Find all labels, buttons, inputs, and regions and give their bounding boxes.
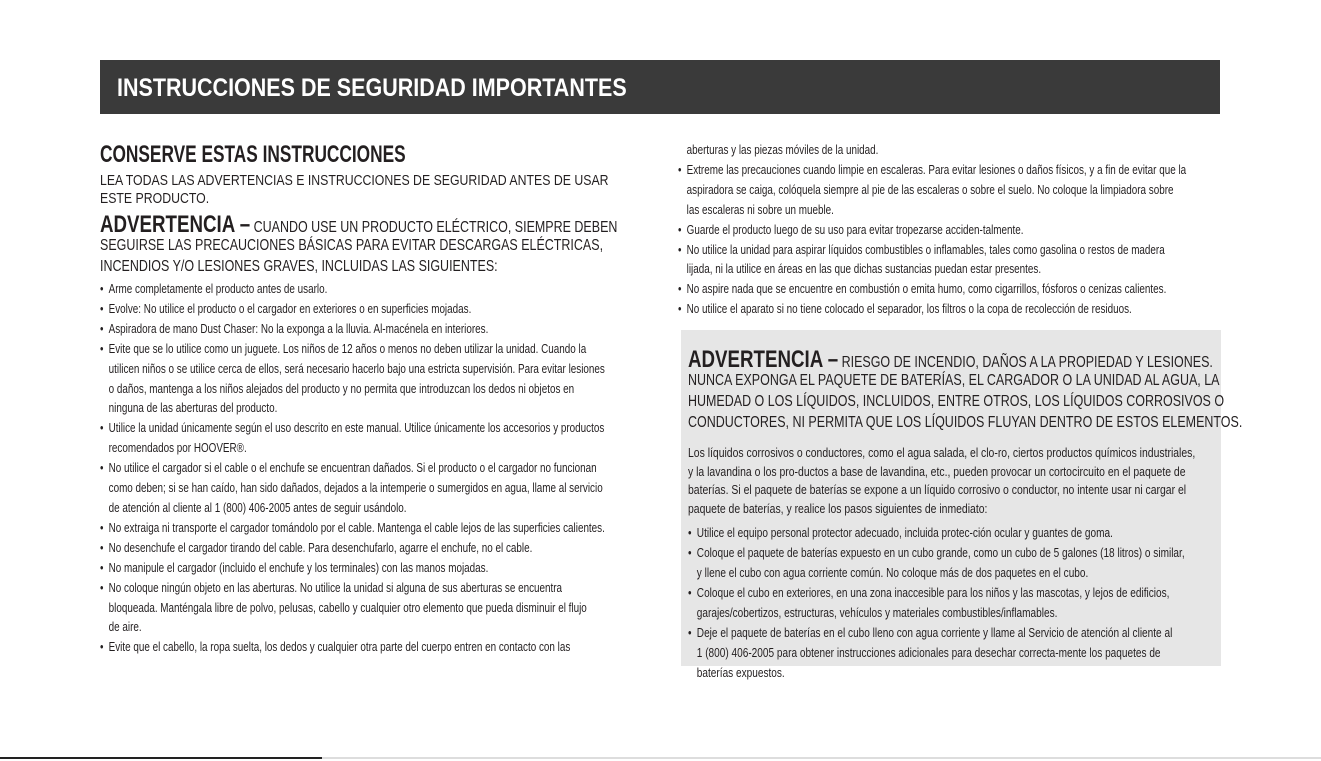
warning-paragraph xyxy=(688,444,1321,518)
paragraph-line: Los líquidos corrosivos o conductores, como el agua salada, el clo-ro, ciertos productos químicos industriales, xyxy=(688,445,1196,460)
list-item-text: No utilice la unidad para aspirar líquidos combustibles o inflamables, tales como gasolina o restos de madera xyxy=(686,242,1165,257)
bullet-icon: • xyxy=(100,282,104,296)
list-item xyxy=(688,544,1321,564)
list-item-text: Evite que se lo utilice como un juguete. Los niños de 12 años o menos no deben utilizar la unidad. Cuando la xyxy=(108,341,587,356)
bullet-icon: • xyxy=(100,560,104,575)
list-item xyxy=(100,320,652,340)
list-item-text: No manipule el cargador (incluido el enchufe y los terminales) con las manos mojadas. xyxy=(108,560,489,575)
list-item xyxy=(678,141,1218,161)
list-item-text: Arme completamente el producto antes de usarlo. xyxy=(108,282,328,296)
list-item xyxy=(678,260,1218,280)
list-item-text: Deje el paquete de baterías en el cubo lleno con agua corriente y llame al Servicio de atención al cliente al xyxy=(696,625,1173,640)
list-item xyxy=(688,524,1321,544)
list-item-text: Extreme las precauciones cuando limpie en escaleras. Para evitar lesiones o daños físicos, y a fin de evitar que la xyxy=(686,162,1187,177)
right-column xyxy=(678,141,1218,320)
list-item xyxy=(100,380,652,400)
list-item xyxy=(100,360,652,380)
footer-rule-dark xyxy=(0,757,322,759)
warning-text: CONDUCTORES, NI PERMITA QUE LOS LÍQUIDOS FLUYAN DENTRO DE ESTOS ELEMENTOS. xyxy=(688,414,1243,431)
list-item-text: o daños, mantenga a los niños alejados del producto y no permita que introduzcan los dedos ni objetos en xyxy=(108,381,575,396)
list-item-text: Coloque el cubo en exteriores, en una zona inaccesible para los niños y las mascotas, y lejos de edificios, xyxy=(696,586,1170,601)
warning-heading xyxy=(100,211,617,239)
list-item xyxy=(678,300,1218,320)
conserve-heading: CONSERVE ESTAS INSTRUCCIONES xyxy=(100,141,406,168)
list-item-text: bloqueada. Manténgala libre de polvo, pelusas, cabello y cualquier otro elemento que pueda disminuir el flujo xyxy=(108,600,587,615)
list-item xyxy=(100,618,652,638)
list-item xyxy=(100,459,652,479)
list-item xyxy=(688,644,1321,664)
bullet-icon: • xyxy=(100,461,104,476)
bullet-icon: • xyxy=(100,520,104,535)
bullet-icon: • xyxy=(678,282,682,297)
page-title: INSTRUCCIONES DE SEGURIDAD IMPORTANTES xyxy=(117,74,627,102)
warning-text: RIESGO DE INCENDIO, DAÑOS A LA PROPIEDAD Y LESIONES. xyxy=(838,354,1213,371)
bullet-icon: • xyxy=(688,586,692,601)
warning-text: NUNCA EXPONGA EL PAQUETE DE BATERÍAS, EL CARGADOR O LA UNIDAD AL AGUA, LA xyxy=(688,372,1220,389)
paragraph-line: y la lavandina o los pro-ductos a base de lavandina, etc., pueden provocar un cortocircuito en el paquete de xyxy=(688,463,1186,479)
list-item-text: Utilice el equipo personal protector adecuado, incluida protec-ción ocular y guantes de goma. xyxy=(696,526,1113,541)
list-item-text: Guarde el producto luego de su uso para evitar tropezarse acciden-talmente. xyxy=(686,222,1024,237)
list-item xyxy=(100,479,652,499)
section-header xyxy=(100,60,1220,114)
list-item-text: baterías expuestos. xyxy=(696,665,785,680)
bullet-icon: • xyxy=(100,301,104,316)
list-item-text: utilicen niños o se utilice cerca de ellos, será necesario hacerlo bajo una estricta supervisión. Para evitar lesiones xyxy=(108,361,605,376)
list-item xyxy=(100,559,652,579)
list-item xyxy=(678,241,1218,261)
safety-list xyxy=(100,280,652,658)
warning-heading xyxy=(688,346,1213,374)
bullet-icon: • xyxy=(678,222,682,237)
list-item-text: No utilice el aparato si no tiene colocado el separador, los filtros o la copa de recolección de residuos. xyxy=(686,302,1132,317)
list-item-text: de atención al cliente al 1 (800) 406-2005 antes de seguir usándolo. xyxy=(108,500,407,515)
list-item-text: No desenchufe el cargador tirando del cable. Para desenchufarlo, agarre el enchufe, no el cable. xyxy=(108,540,533,555)
bullet-icon: • xyxy=(688,625,692,640)
bullet-icon: • xyxy=(688,546,692,561)
warning-steps-list xyxy=(688,524,1321,683)
list-item-text: lijada, ni la utilice en áreas en las que dichas sustancias puedan estar presentes. xyxy=(686,262,1042,277)
warning-text: SEGUIRSE LAS PRECAUCIONES BÁSICAS PARA EVITAR DESCARGAS ELÉCTRICAS, xyxy=(100,237,604,254)
warning-text: HUMEDAD O LOS LÍQUIDOS, INCLUIDOS, ENTRE OTROS, LOS LÍQUIDOS CORROSIVOS O xyxy=(688,393,1225,410)
list-item-text: recomendados por HOOVER®. xyxy=(108,441,247,456)
paragraph-line: paquete de baterías, y realice los pasos siguientes de inmediato: xyxy=(688,500,988,516)
list-item xyxy=(678,280,1218,300)
bullet-icon: • xyxy=(678,162,682,177)
bullet-icon: • xyxy=(100,421,104,436)
list-item xyxy=(100,599,652,619)
list-item xyxy=(100,280,652,300)
list-item xyxy=(100,300,652,320)
list-item-text: No extraiga ni transporte el cargador tomándolo por el cable. Mantenga el cable lejos de las superficies calientes. xyxy=(108,520,605,535)
list-item xyxy=(688,624,1321,644)
list-item xyxy=(678,161,1218,181)
bullet-icon: • xyxy=(678,242,682,257)
list-item xyxy=(688,604,1321,624)
list-item xyxy=(100,638,652,658)
list-item xyxy=(100,539,652,559)
list-item xyxy=(678,181,1218,201)
list-item-text: Evite que el cabello, la ropa suelta, los dedos y cualquier otra parte del cuerpo entren en contacto con las xyxy=(108,640,571,655)
warning-text: CUANDO USE UN PRODUCTO ELÉCTRICO, SIEMPRE DEBEN xyxy=(250,219,618,236)
list-item-text: No aspire nada que se encuentre en combustión o emita humo, como cigarrillos, fósforos o cenizas calientes. xyxy=(686,282,1167,297)
list-item-text: No coloque ningún objeto en las aberturas. No utilice la unidad si alguna de sus aberturas se encuentra xyxy=(108,580,563,595)
list-item-text: Utilice la unidad únicamente según el uso descrito en este manual. Utilice únicamente los accesorios y productos xyxy=(108,421,605,436)
read-instructions-line: ESTE PRODUCTO. xyxy=(100,190,210,207)
list-item xyxy=(100,399,652,419)
bullet-icon: • xyxy=(100,321,104,336)
list-item xyxy=(100,439,652,459)
bullet-icon: • xyxy=(100,341,104,356)
list-item xyxy=(688,664,1321,684)
list-item xyxy=(100,579,652,599)
bullet-icon: • xyxy=(100,580,104,595)
list-item xyxy=(688,564,1321,584)
list-item xyxy=(100,499,652,519)
list-item xyxy=(678,201,1218,221)
left-column xyxy=(100,140,652,658)
list-item xyxy=(100,419,652,439)
list-item xyxy=(100,519,652,539)
bullet-icon: • xyxy=(100,540,104,555)
list-item-text: Coloque el paquete de baterías expuesto en un cubo grande, como un cubo de 5 galones (18 litros) o similar, xyxy=(696,546,1185,561)
warning-text: INCENDIOS Y/O LESIONES GRAVES, INCLUIDAS LAS SIGUIENTES: xyxy=(100,258,498,275)
list-item-text: Aspiradora de mano Dust Chaser: No la exponga a la lluvia. Al-macénela en interiores. xyxy=(108,321,489,336)
list-item-text: y llene el cubo con agua corriente común. No coloque más de dos paquetes en el cubo. xyxy=(696,566,1089,581)
list-item-text: las escaleras ni sobre un mueble. xyxy=(686,202,834,217)
bullet-icon: • xyxy=(688,526,692,541)
list-item-text: No utilice el cargador si el cable o el enchufe se encuentran dañados. Si el producto o el cargador no funcionan xyxy=(108,461,597,476)
list-item xyxy=(678,221,1218,241)
list-item-text: ninguna de las aberturas del producto. xyxy=(108,401,278,416)
battery-warning-box xyxy=(681,330,1243,680)
warning-label: ADVERTENCIA – xyxy=(688,346,839,373)
list-item-text: aberturas y las piezas móviles de la unidad. xyxy=(686,143,879,157)
safety-list-continued xyxy=(678,141,1218,320)
warning-label: ADVERTENCIA – xyxy=(100,211,251,238)
list-item-text: Evolve: No utilice el producto o el cargador en exteriores o en superficies mojadas. xyxy=(108,301,472,316)
read-instructions-line: LEA TODAS LAS ADVERTENCIAS E INSTRUCCIONES DE SEGURIDAD ANTES DE USAR xyxy=(100,172,609,189)
list-item-text: garajes/cobertizos, estructuras, vehículos y materiales combustibles/inflamables. xyxy=(696,606,1058,620)
list-item xyxy=(100,340,652,360)
paragraph-line: baterías. Si el paquete de baterías se expone a un líquido corrosivo o conductor, no intente usar ni cargar el xyxy=(688,482,1187,498)
list-item-text: aspiradora se caiga, colóquela siempre al pie de las escaleras o sobre el suelo. No coloque la limpiadora sobre xyxy=(686,182,1174,197)
bullet-icon: • xyxy=(678,302,682,317)
list-item-text: de aire. xyxy=(108,620,142,635)
bullet-icon: • xyxy=(100,640,104,655)
list-item xyxy=(688,584,1321,604)
list-item-text: como deben; si se han caído, han sido dañados, dejados a la intemperie o sumergidos en agua, llame al servicio xyxy=(108,481,603,496)
list-item-text: 1 (800) 406-2005 para obtener instrucciones adicionales para desechar correcta-mente los paquetes de xyxy=(696,645,1161,660)
